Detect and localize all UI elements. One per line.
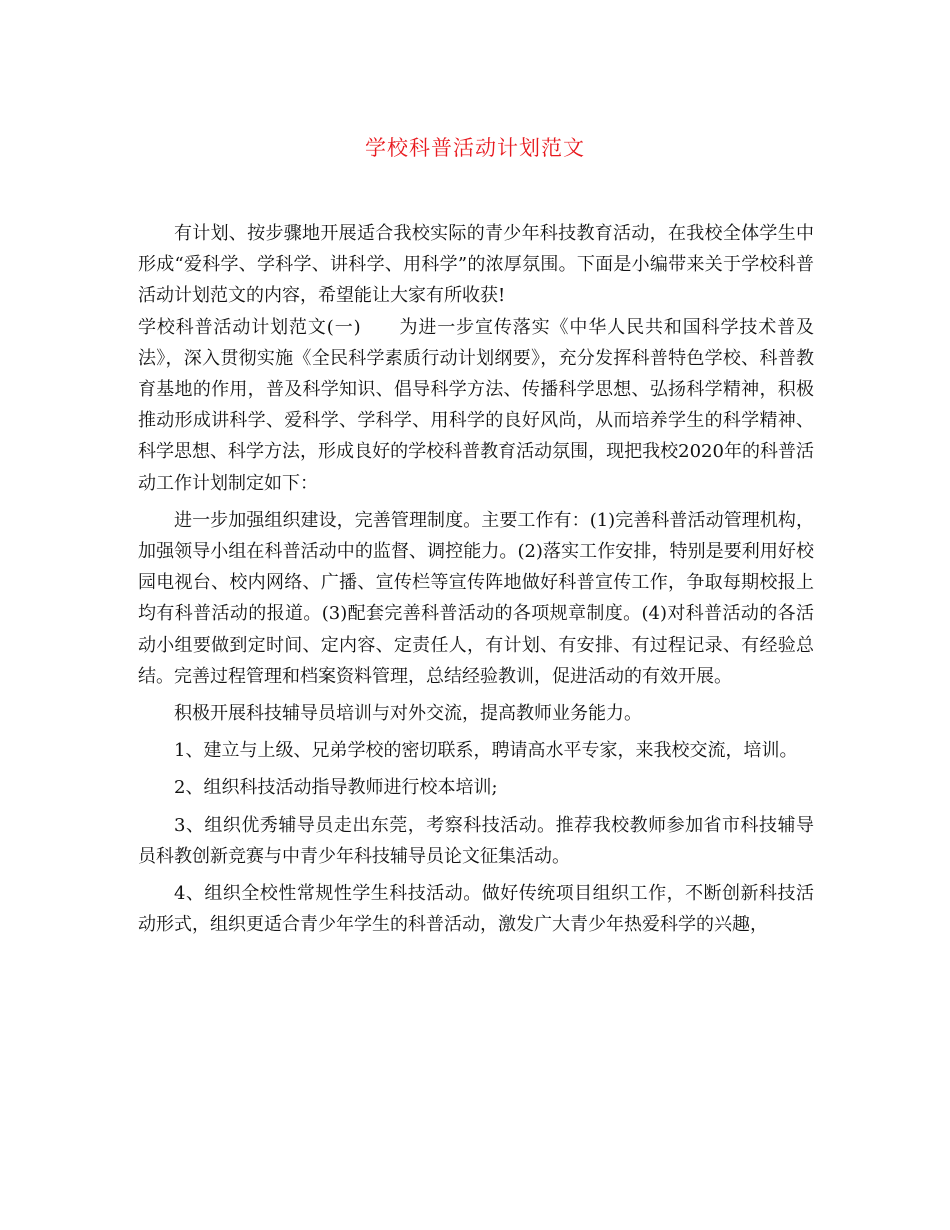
document-body [138, 218, 814, 940]
list-item-3: 3、组织优秀辅导员走出东莞，考察科技活动。推荐我校教师参加省市科技辅导员科教创新竞赛与中青少年科技辅导员论文征集活动。 [138, 814, 814, 867]
section-body: 为进一步宣传落实《中华人民共和国科学技术普及法》，深入贯彻实施《全民科学素质行动计划纲要》，充分发挥科普特色学校、科普教育基地的作用，普及科学知识、倡导科学方法、传播科学思想、弘扬科学精神，积极推动形成讲科学、爱科学、学科学、用科学的良好风尚，从而培养学生的科学精神、科学思想、科学方法，形成良好的学校科普教育活动氛围，现把我校2020年的科普活动工作计划制定如下： [138, 316, 815, 494]
list-item-4: 4、组织全校性常规性学生科技活动。做好传统项目组织工作，不断创新科技活动形式，组织更适合青少年学生的科普活动，激发广大青少年热爱科学的兴趣， [138, 883, 814, 936]
list-item-2: 2、组织科技活动指导教师进行校本培训; [174, 777, 498, 799]
organization-paragraph: 进一步加强组织建设，完善管理制度。主要工作有：(1)完善科普活动管理机构，加强领导小组在科普活动中的监督、调控能力。(2)落实工作安排，特别是要利用好校园电视台、校内网络、广播、宣传栏等宣传阵地做好科普宣传工作，争取每期校报上均有科普活动的报道。(3)配套完善科普活动的各项规章制度。(4)对科普活动的各活动小组要做到定时间、定内容、定责任人，有计划、有安排、有过程记录、有经验总结。完善过程管理和档案资料管理，总结经验教训，促进活动的有效开展。 [138, 509, 814, 687]
document-title: 学校科普活动计划范文 [365, 136, 585, 160]
training-paragraph: 积极开展科技辅导员培训与对外交流，提高教师业务能力。 [174, 703, 642, 725]
intro-paragraph: 有计划、按步骤地开展适合我校实际的青少年科技教育活动，在我校全体学生中形成“爱科学、学科学、讲科学、用科学”的浓厚氛围。下面是小编带来关于学校科普活动计划范文的内容，希望能让大家有所收获! [138, 223, 814, 307]
list-item-1: 1、建立与上级、兄弟学校的密切联系，聘请高水平专家，来我校交流，培训。 [174, 740, 798, 762]
section-heading: 学校科普活动计划范文(一) [138, 316, 361, 338]
section-paragraph [138, 312, 814, 499]
